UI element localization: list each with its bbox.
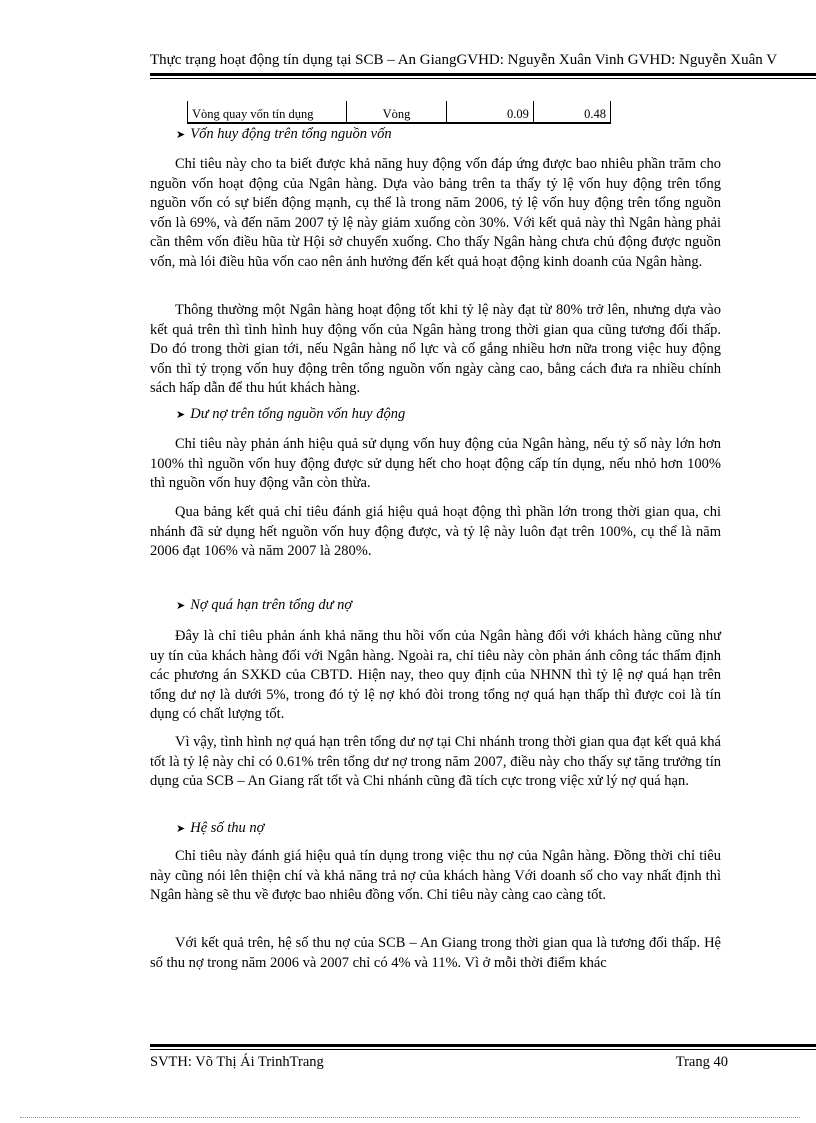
section-heading <box>176 406 405 423</box>
paragraph: Qua bảng kết quả chỉ tiêu đánh giá hiệu quả hoạt động thì phần lớn trong thời gian qua, chi nhánh đã sử dụng hết nguồn vốn huy động được, và tỷ lệ này luôn đạt trên 100%, cụ thể là năm 2006 đạt 106% và năm 2007 là 280%. <box>150 504 721 559</box>
section-heading-text: Dư nợ trên tổng nguồn vốn huy động <box>190 406 406 422</box>
arrow-bullet-icon: ➤ <box>176 823 186 835</box>
table-cell-unit: Vòng <box>347 101 446 123</box>
page-bottom-border <box>20 1117 800 1118</box>
paragraph: Thông thường một Ngân hàng hoạt động tốt khi tỷ lệ này đạt từ 80% trở lên, nhưng dựa vào kết quả trên thì tình hình huy động vốn của Ngân hàng trong thời gian qua cũng tương đối thấp. Do đó trong thời gian tới, nếu Ngân hàng nổ lực và cố gắng nhiều hơn nữa trong việc huy động vốn thì tỷ trọng vốn huy động trên tổng nguồn vốn ngày càng cao, bằng cách đưa ra nhiều chính sách hấp dẫn để thu hút khách hàng. <box>150 302 721 396</box>
paragraph: Với kết quả trên, hệ số thu nợ của SCB – An Giang trong thời gian qua là tương đối thấp. Hệ số thu nợ trong năm 2006 và 2007 chỉ có 4% và 11%. Vì ở mỗi thời điểm khác <box>150 935 721 971</box>
header-text: Thực trạng hoạt động tín dụng tại SCB – An GiangGVHD: Nguyễn Xuân Vinh GVHD: Nguyễn Xuân V <box>150 52 778 68</box>
section-heading <box>176 126 392 143</box>
footer-text <box>150 1054 728 1071</box>
paragraph: Đây là chỉ tiêu phản ánh khả năng thu hồi vốn của Ngân hàng đối với khách hàng cũng như uy tín của khách hàng đối với Ngân hàng. Ngoài ra, chỉ tiêu này còn phản ánh công tác thẩm định các phương án SXKD của CBTD. Hiện nay, theo quy định của NHNN thì tỷ lệ nợ quá hạn trên tổng dư nợ là dưới 5%, trong đó tỷ lệ nợ khó đòi trong tổng nợ quá hạn thấp thì được coi là tín dụng có chất lượng tốt. <box>150 628 721 722</box>
table-row <box>188 101 611 123</box>
arrow-bullet-icon: ➤ <box>176 600 186 612</box>
header-rule-thick <box>150 73 816 76</box>
table-fragment <box>187 101 611 124</box>
section-heading <box>176 597 352 614</box>
section-heading-text: Hệ số thu nợ <box>190 820 265 836</box>
page-number: Trang 40 <box>675 1054 728 1070</box>
header-rule-thin <box>150 78 816 79</box>
footer-author: SVTH: Võ Thị Ái TrinhTrang <box>150 1054 324 1070</box>
paragraph: Chỉ tiêu này cho ta biết được khả năng huy động vốn đáp ứng được bao nhiêu phần trăm cho nguồn vốn hoạt động của Ngân hàng. Dựa vào bảng trên ta thấy tỷ lệ vốn huy động trên tổng nguồn vốn có sự biến động mạnh, cụ thể là trong năm 2006, tỷ lệ vốn huy động trên tổng nguồn vốn là 69%, và đến năm 2007 tỷ lệ này giảm xuống còn 30%. Với kết quả này thì Ngân hàng phải cần thêm vốn điều hũa từ Hội sở chuyển xuống. Cho thấy Ngân hàng chưa chủ động được nguồn vốn, mà lói điều hũa vốn cao nên ảnh hưởng đến kết quả hoạt động kinh doanh của Ngân hàng. <box>150 156 721 270</box>
paragraph: Chỉ tiêu này phản ánh hiệu quả sử dụng vốn huy động của Ngân hàng, nếu tỷ số này lớn hơn 100% thì nguồn vốn huy động được sử dụng hết cho hoạt động cấp tín dụng, nếu nhỏ hơn 100% thì nguồn vốn huy động vẫn còn thừa. <box>150 436 721 491</box>
section-heading-text: Nợ quá hạn trên tổng dư nợ <box>190 597 353 613</box>
paragraph: Chỉ tiêu này đánh giá hiệu quả tín dụng trong việc thu nợ của Ngân hàng. Đồng thời chỉ tiêu này cũng nói lên thiện chí và khả năng trả nợ của khách hàng Với doanh số cho vay nhất định thì Ngân hàng sẽ thu về được bao nhiêu đồng vốn. Chỉ tiêu này càng cao càng tốt. <box>150 848 721 903</box>
table-cell-2006: 0.09 <box>446 101 533 123</box>
section-heading-text: Vốn huy động trên tổng nguồn vốn <box>190 126 392 142</box>
arrow-bullet-icon: ➤ <box>176 129 186 141</box>
footer-rule-thick <box>150 1044 816 1047</box>
section-heading <box>176 820 264 837</box>
footer-rule-thin <box>150 1049 816 1050</box>
table-cell-2007: 0.48 <box>533 101 610 123</box>
arrow-bullet-icon: ➤ <box>176 409 186 421</box>
table-cell-label: Vòng quay vốn tín dụng <box>188 101 347 123</box>
paragraph: Vì vậy, tình hình nợ quá hạn trên tổng dư nợ tại Chi nhánh trong thời gian qua đạt kết quả khá tốt là tỷ lệ này chỉ có 0.61% trên tổng dư nợ trong năm 2007, điều này cho thấy sự tăng trưởng tín dụng của SCB – An Giang rất tốt và Chi nhánh cũng đã tích cực trong việc xử lý nợ quá hạn. <box>150 734 721 789</box>
